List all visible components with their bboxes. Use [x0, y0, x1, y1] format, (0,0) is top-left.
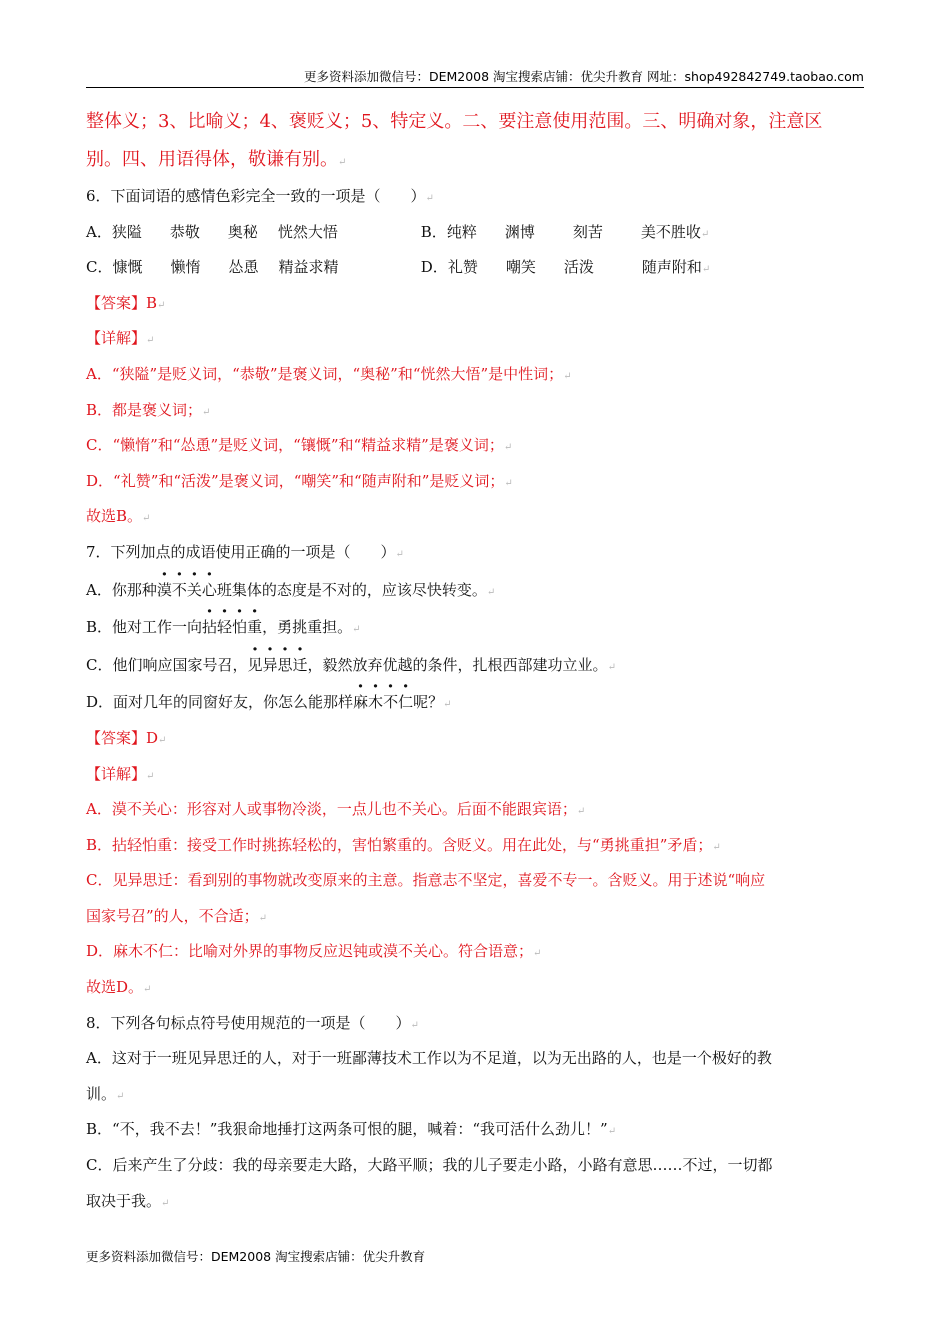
explanation-text: D．“礼赞”和“活泼”是褒义词，“嘲笑”和“随声附和”是贬义词；	[86, 471, 505, 490]
explanation-text: C．见异思迁：看到别的事物就改变原来的主意。指意志不坚定，喜爱不专一。含贬义。用于述说“响应	[86, 871, 766, 890]
q7-conclusion: 故选D。↵	[86, 978, 152, 997]
page-header: 更多资料添加微信号：DEM2008 淘宝搜索店铺：优尖升教育 网址：shop492842749.taobao.com	[303, 69, 864, 84]
dotted-char: 见	[247, 655, 263, 674]
explanation-text: D．麻木不仁：比喻对外界的事物反应迟钝或漠不关心。符合语意；	[86, 942, 534, 961]
option-text: B．“不，我不去！”我狠命地捶打这两条可恨的腿，喊着：“我可活什么劲儿！”	[86, 1120, 608, 1139]
option-word: 慷慨	[112, 258, 143, 277]
option-post: 呢？	[413, 693, 444, 712]
option-word: 奥秘	[227, 222, 258, 241]
option-pre: A．你那种	[86, 580, 157, 599]
q7-detail-label: 【详解】↵	[86, 764, 155, 783]
option-post: 班集体的态度是不对的，应该尽快转变。	[216, 580, 487, 599]
q8-option-a-cont: 训。↵	[86, 1084, 125, 1103]
dotted-char: 关	[186, 580, 202, 599]
q7-option-a: A．你那种漠不关心班集体的态度是不对的，应该尽快转变。↵	[86, 580, 496, 599]
q7-answer: 【答案】D↵	[86, 728, 167, 747]
dotted-char: 不	[171, 580, 187, 599]
q6-explanation-d: D．“礼赞”和“活泼”是褒义词，“嘲笑”和“随声附和”是贬义词；↵	[86, 471, 513, 490]
q8-stem: 8．下列各句标点符号使用规范的一项是（ ）↵	[86, 1013, 419, 1032]
explanation-text: A．漠不关心：形容对人或事物冷淡，一点儿也不关心。后面不能跟宾语；	[86, 800, 577, 819]
option-word: 活泼	[563, 258, 594, 277]
q6-stem: 6．下面词语的感情色彩完全一致的一项是（ ）↵	[86, 187, 434, 205]
q8-option-a	[86, 1048, 866, 1084]
q7-explanation-b: B．拈轻怕重：接受工作时挑拣轻松的，害怕繁重的。含贬义。用在此处，与“勇挑重担”矛盾；↵	[86, 835, 721, 854]
q7-option-c: C．他们响应国家号召，见异思迁，毅然放弃优越的条件，扎根西部建功立业。↵	[86, 655, 616, 674]
q7-detail-label-text: 【详解】	[86, 764, 147, 783]
intro-line-2: 别。四、用语得体，敬谦有别。↵	[86, 149, 347, 170]
q8-stem-text: 8．下列各句标点符号使用规范的一项是（ ）	[86, 1013, 411, 1032]
option-word: 随声附和	[641, 258, 702, 277]
q6-option-b: B．纯粹 渊博 刻苦 美不胜收↵	[420, 222, 710, 241]
dotted-char: 不	[383, 693, 399, 712]
q6-explanation-b: B．都是褒义词；↵	[86, 400, 211, 419]
q7-stem: 7．下列加点的成语使用正确的一项是（ ）↵	[86, 542, 404, 561]
q7-option-b: B．他对工作一向拈轻怕重，勇挑重担。↵	[86, 618, 361, 637]
option-pre: C．他们响应国家号召，	[86, 655, 248, 674]
dotted-char: 思	[277, 655, 293, 674]
dotted-char: 重	[247, 618, 263, 637]
option-word: 狭隘	[111, 222, 142, 241]
q7-stem-text: 7．下列加点的成语使用正确的一项是（ ）	[86, 542, 396, 561]
q7-explanation-c-cont: 国家号召”的人，不合适；↵	[86, 906, 268, 925]
q6-answer-text: 【答案】B	[86, 293, 158, 312]
option-word: 礼赞	[447, 258, 478, 277]
option-text: A．这对于一班见异思迁的人，对于一班鄙薄技术工作以为不足道，以为无出路的人，也是一个极好的教	[86, 1049, 772, 1068]
option-word: 恭敬	[169, 222, 200, 241]
option-post: ，毅然放弃优越的条件，扎根西部建功立业。	[307, 655, 608, 674]
q6-explanation-c: C．“懒惰”和“怂恿”是贬义词，“镶慨”和“精益求精”是褒义词；↵	[86, 436, 513, 455]
option-label: A．	[86, 222, 112, 241]
dotted-char: 麻	[353, 693, 369, 712]
q6-option-d: D．礼赞 嘲笑 活泼 随声附和↵	[420, 258, 711, 277]
option-word: 精益求精	[278, 258, 339, 277]
page-footer: 更多资料添加微信号：DEM2008 淘宝搜索店铺：优尖升教育	[86, 1249, 426, 1264]
dotted-char: 怕	[232, 618, 248, 637]
dotted-char: 心	[201, 580, 217, 599]
dotted-char: 仁	[398, 693, 414, 712]
q6-stem-text: 6．下面词语的感情色彩完全一致的一项是（ ）	[86, 187, 426, 205]
q6-explanation-a: A．“狭隘”是贬义词，“恭敬”是褒义词，“奥秘”和“恍然大悟”是中性词；↵	[86, 364, 572, 383]
option-word: 懒惰	[170, 258, 201, 277]
q7-explanation-a: A．漠不关心：形容对人或事物冷淡，一点儿也不关心。后面不能跟宾语；↵	[86, 800, 586, 819]
q8-option-c	[86, 1155, 866, 1191]
option-word: 恍然大悟	[277, 222, 338, 241]
q6-conclusion: 故选B。↵	[86, 507, 151, 526]
option-text: 训。	[86, 1084, 117, 1103]
explanation-text: B．都是褒义词；	[86, 400, 203, 419]
q6-option-a	[86, 222, 416, 242]
q8-option-c-cont: 取决于我。↵	[86, 1191, 170, 1210]
option-label: B．	[420, 222, 447, 241]
option-word: 渊博	[504, 222, 535, 241]
dotted-char: 异	[262, 655, 278, 674]
explanation-text: B．拈轻怕重：接受工作时挑拣轻松的，害怕繁重的。含贬义。用在此处，与“勇挑重担”矛盾；	[86, 835, 713, 854]
option-text: 取决于我。	[86, 1191, 162, 1210]
option-word: 刻苦	[572, 222, 603, 241]
dotted-char: 木	[368, 693, 384, 712]
q7-explanation-d: D．麻木不仁：比喻对外界的事物反应迟钝或漠不关心。符合语意；↵	[86, 942, 542, 961]
option-post: ，勇挑重担。	[262, 618, 353, 637]
q7-answer-text: 【答案】D	[86, 728, 159, 747]
option-word: 嘲笑	[505, 258, 536, 277]
option-pre: B．他对工作一向	[86, 618, 203, 637]
intro-line-1: 整体义；3、比喻义；4、褒贬义；5、特定义。二、要注意使用范围。三、明确对象，注意区	[86, 111, 823, 132]
explanation-text: 国家号召”的人，不合适；	[86, 906, 259, 925]
q7-conclusion-text: 故选D。	[86, 978, 144, 997]
option-word: 怂恿	[228, 258, 259, 277]
q6-option-c	[86, 257, 416, 277]
option-pre: D．面对几年的同窗好友，你怎么能那样	[86, 693, 354, 712]
document-body	[86, 110, 866, 1226]
option-text: C．后来产生了分歧：我的母亲要走大路，大路平顺；我的儿子要走小路，小路有意思……不过，一切都	[86, 1156, 773, 1175]
q6-conclusion-text: 故选B。	[86, 507, 143, 526]
q7-option-d: D．面对几年的同窗好友，你怎么能那样麻木不仁呢？↵	[86, 693, 452, 712]
dotted-char: 拈	[202, 618, 218, 637]
q6-answer: 【答案】B↵	[86, 293, 166, 312]
option-word: 纯粹	[446, 222, 477, 241]
explanation-text: A．“狭隘”是贬义词，“恭敬”是褒义词，“奥秘”和“恍然大悟”是中性词；	[86, 364, 564, 383]
intro-line-2-text: 别。四、用语得体，敬谦有别。	[86, 149, 338, 170]
dotted-char: 漠	[156, 580, 172, 599]
q6-detail-label-text: 【详解】	[86, 329, 147, 348]
q6-detail-label: 【详解】↵	[86, 329, 155, 348]
header-divider	[86, 87, 864, 88]
q7-explanation-c	[86, 870, 866, 906]
q8-option-b: B．“不，我不去！”我狠命地捶打这两条可恨的腿，喊着：“我可活什么劲儿！”↵	[86, 1120, 617, 1139]
dotted-char: 迁	[292, 655, 308, 674]
option-label: D．	[420, 258, 448, 277]
q6-options-row-2	[86, 257, 866, 293]
option-label: C．	[86, 258, 113, 277]
option-word: 美不胜收	[640, 222, 701, 241]
q6-options-row-1	[86, 222, 866, 258]
dotted-char: 轻	[217, 618, 233, 637]
explanation-text: C．“懒惰”和“怂恿”是贬义词，“镶慨”和“精益求精”是褒义词；	[86, 436, 504, 455]
